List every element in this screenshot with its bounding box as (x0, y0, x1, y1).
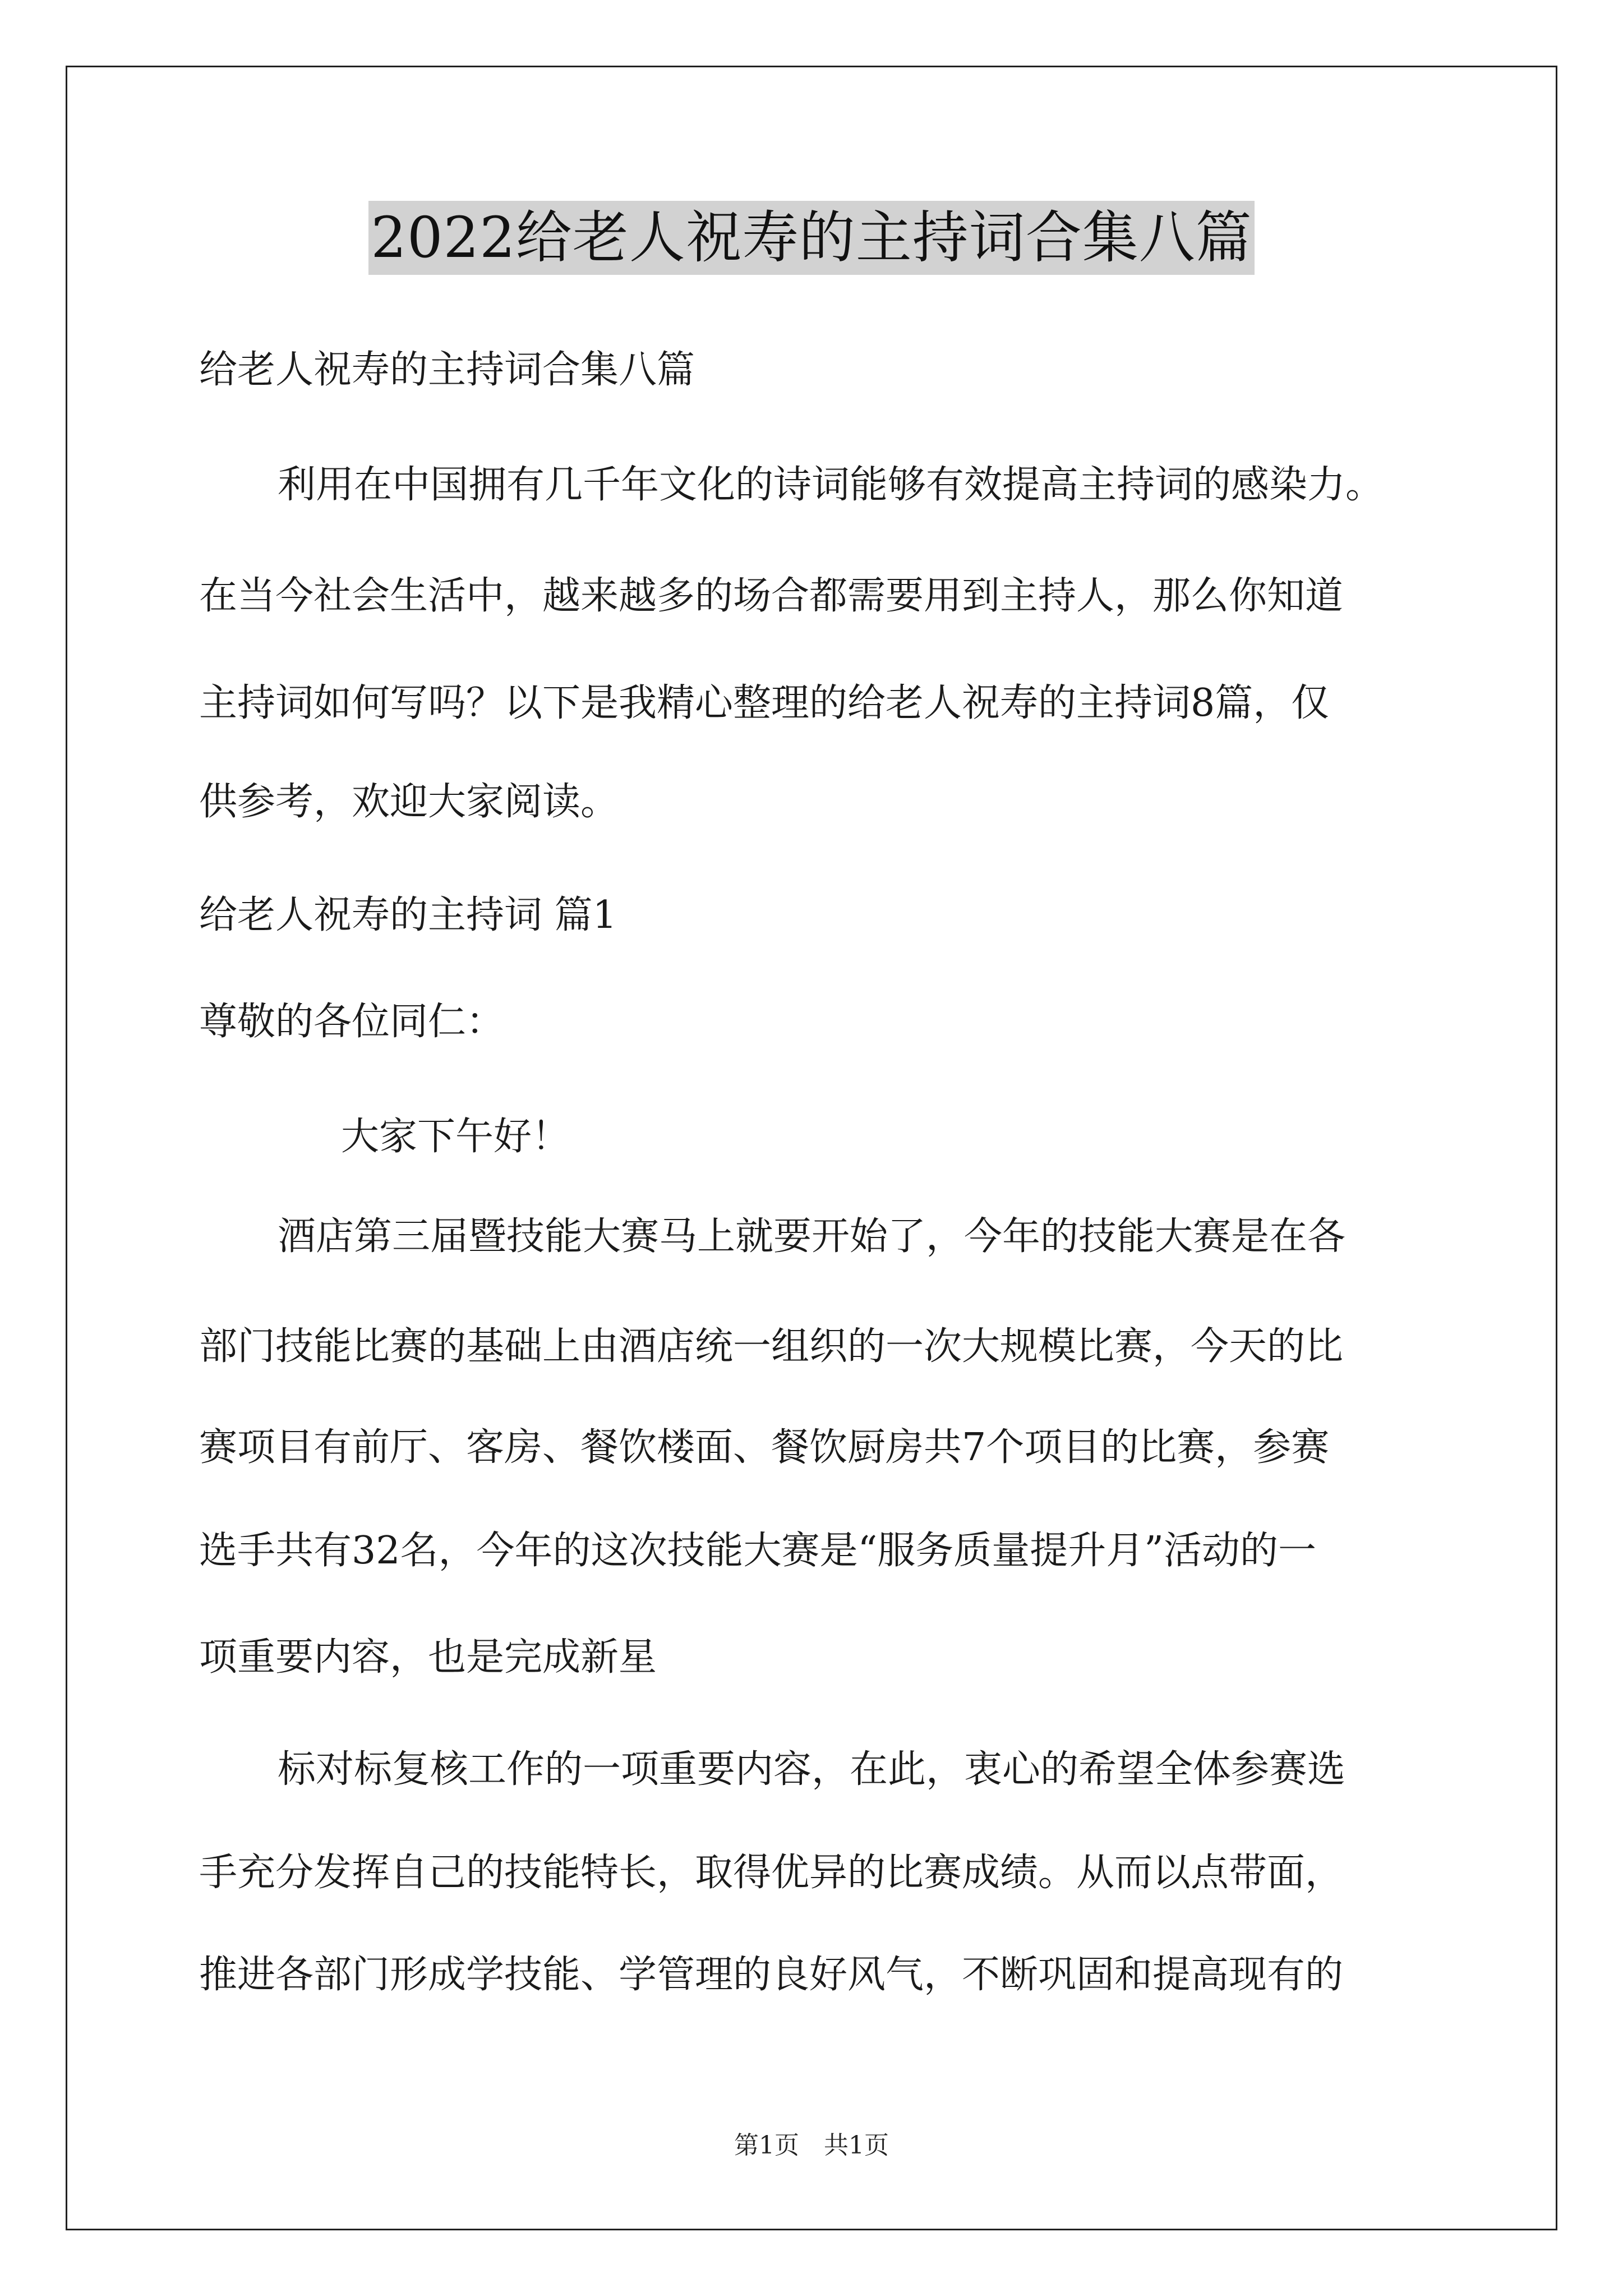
paragraph-line: 推进各部门形成学技能、学管理的良好风气，不断巩固和提高现有的 (199, 1953, 1344, 1997)
paragraph-line: 在当今社会生活中，越来越多的场合都需要用到主持人，那么你知道 (199, 574, 1344, 618)
paragraph-line: 供参考，欢迎大家阅读。 (199, 780, 619, 824)
paragraph-line: 赛项目有前厅、客房、餐饮楼面、餐饮厨房共7个项目的比赛，参赛 (199, 1425, 1330, 1470)
paragraph-line: 部门技能比赛的基础上由酒店统一组织的一次大规模比赛，今天的比 (199, 1324, 1344, 1369)
page-footer: 第1页 共1页 (734, 2131, 889, 2160)
paragraph-line: 手充分发挥自己的技能特长，取得优异的比赛成绩。从而以点带面， (199, 1851, 1344, 1895)
paragraph-line: 利用在中国拥有几千年文化的诗词能够有效提高主持词的感染力。 (278, 463, 1384, 507)
paragraph-line: 选手共有32名，今年的这次技能大赛是“服务质量提升月”活动的一 (199, 1529, 1317, 1573)
paragraph-line: 酒店第三届暨技能大赛马上就要开始了，今年的技能大赛是在各 (278, 1214, 1346, 1259)
paragraph-line: 主持词如何写吗？以下是我精心整理的给老人祝寿的主持词8篇，仅 (199, 681, 1330, 725)
salutation-line: 尊敬的各位同仁： (199, 1000, 505, 1044)
title-container (0, 201, 1623, 275)
subtitle-line: 给老人祝寿的主持词合集八篇 (199, 348, 695, 392)
paragraph-line: 标对标复核工作的一项重要内容，在此，衷心的希望全体参赛选 (278, 1747, 1346, 1792)
greeting-line: 大家下午好！ (341, 1115, 570, 1159)
section-heading: 给老人祝寿的主持词 篇1 (199, 893, 617, 937)
paragraph-line: 项重要内容，也是完成新星 (199, 1635, 657, 1680)
document-title: 2022给老人祝寿的主持词合集八篇 (368, 201, 1255, 275)
